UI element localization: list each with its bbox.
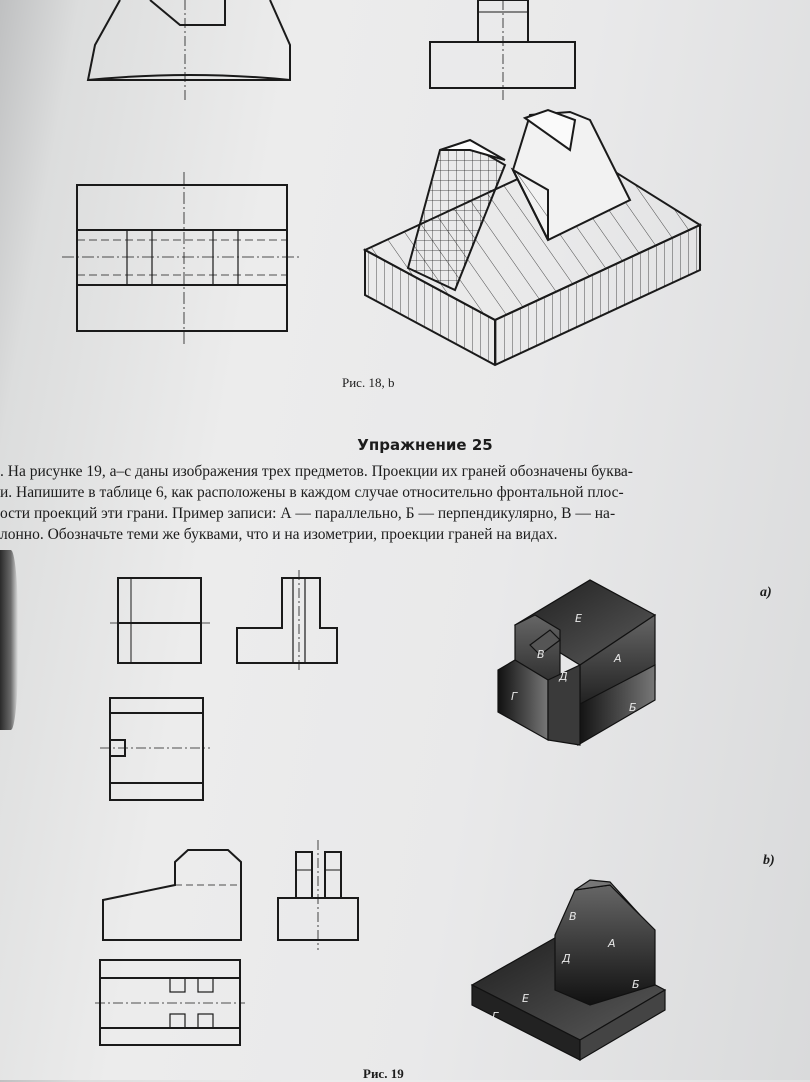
- fig19a-face-e: Е: [575, 612, 582, 625]
- fig19-part-b-label: b): [763, 853, 775, 868]
- fig19a-face-b: Б: [629, 701, 637, 714]
- fig19b-face-d: Д: [562, 952, 571, 965]
- fig18-plan-view: [62, 172, 300, 345]
- fig19b-face-e: Е: [522, 992, 529, 1005]
- fig19b-face-b: Б: [632, 978, 640, 991]
- exercise-title: Упражнение 25: [357, 436, 493, 454]
- fig19b-isometric: [472, 880, 665, 1060]
- fig19b-face-g: Г: [492, 1010, 499, 1023]
- fig18-top-right-view: [430, 0, 575, 100]
- fig19b-face-a: А: [608, 937, 616, 950]
- exercise-line-4: лонно. Обозначьте теми же буквами, что и на изометрии, проекции граней на видах.: [0, 526, 558, 543]
- fig19b-views: [95, 840, 358, 1045]
- fig19a-isometric: [498, 580, 655, 745]
- fig19a-views: [100, 570, 337, 800]
- fig18-isometric: [365, 110, 700, 365]
- fig18-caption: Рис. 18, b: [342, 375, 395, 390]
- exercise-line-1: . На рисунке 19, a–c даны изображения трех предметов. Проекции их граней обозначены буква-: [0, 463, 633, 480]
- exercise-text: [0, 461, 790, 545]
- fig19a-face-d: Д: [559, 670, 568, 683]
- fig19a-face-a: А: [614, 652, 622, 665]
- fig19a-face-v: В: [537, 648, 545, 661]
- fig19a-face-g: Г: [511, 690, 518, 703]
- fig19b-face-v: В: [569, 910, 577, 923]
- fig19-caption: Рис. 19: [363, 1066, 404, 1081]
- exercise-line-3: ости проекций эти грани. Пример записи: А — параллельно, Б — перпендикулярно, В — на-: [0, 505, 616, 522]
- exercise-line-2: и. Напишите в таблице 6, как расположены в каждом случае относительно фронтальной плос-: [0, 484, 624, 501]
- fig19-part-a-label: a): [760, 585, 772, 600]
- fig18-top-left-view: [88, 0, 290, 100]
